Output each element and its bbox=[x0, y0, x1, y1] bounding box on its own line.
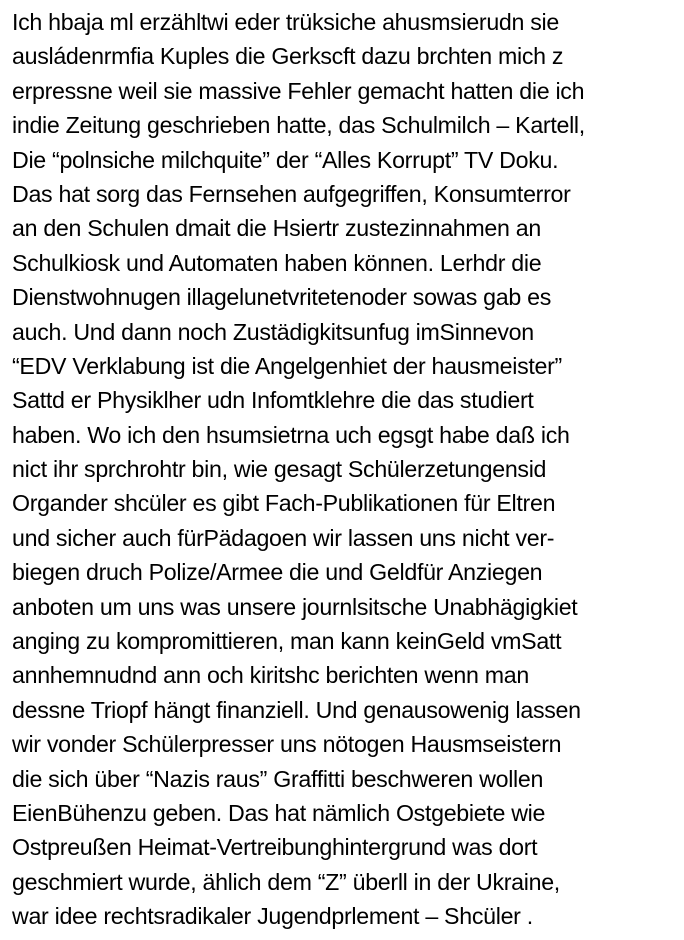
text-line-3: erpressne weil sie massive Fehler gemacht hatten die ich bbox=[12, 77, 585, 104]
text-line-21: dessne Triopf hängt finanziell. Und genausowenig lassen bbox=[12, 696, 581, 723]
text-line-10: auch. Und dann noch Zustädigkitsunfug imSinnevon bbox=[12, 318, 534, 345]
text-line-27: war idee rechtsradikaler Jugendprlement – Shcüler . bbox=[12, 903, 533, 930]
text-line-4: indie Zeitung geschrieben hatte, das Schulmilch – Kartell, bbox=[12, 112, 585, 139]
text-line-9: Dienstwohnugen illagelunetvritetenoder sowas gab es bbox=[12, 284, 551, 311]
text-line-18: anboten um uns was unsere journlsitsche Unabhägigkiet bbox=[12, 593, 578, 620]
text-line-20: annhemnudnd ann och kiritshc berichten wenn man bbox=[12, 662, 529, 689]
text-line-23: die sich über “Nazis raus” Graffitti beschweren wollen bbox=[12, 765, 544, 792]
text-line-5: Die “polnsiche milchquite” der “Alles Korrupt” TV Doku. bbox=[12, 146, 559, 173]
text-line-19: anging zu kompromittieren, man kann keinGeld vmSatt bbox=[12, 628, 562, 655]
body-text bbox=[12, 5, 680, 934]
text-line-14: nict ihr sprchrohtr bin, wie gesagt Schülerzetungensid bbox=[12, 456, 547, 483]
text-line-24: EienBühenzu geben. Das hat nämlich Ostgebiete wie bbox=[12, 799, 546, 826]
text-line-17: biegen druch Polize/Armee die und Geldfür Anziegen bbox=[12, 559, 543, 586]
text-line-2: ausládenrmfia Kuples die Gerkscft dazu brchten mich z bbox=[12, 43, 564, 70]
text-line-26: geschmiert wurde, ählich dem “Z” überll in der Ukraine, bbox=[12, 868, 560, 895]
text-line-8: Schulkiosk und Automaten haben können. Lerhdr die bbox=[12, 249, 542, 276]
text-line-25: Ostpreußen Heimat-Vertreibunghintergrund was dort bbox=[12, 834, 538, 861]
text-line-6: Das hat sorg das Fernsehen aufgegriffen, Konsumterror bbox=[12, 180, 571, 207]
text-line-1: Ich hbaja ml erzähltwi eder trüksiche ahusmsierudn sie bbox=[12, 9, 560, 35]
text-line-12: Sattd er Physiklher udn Infomtklehre die das studiert bbox=[12, 387, 534, 414]
text-line-22: wir vonder Schülerpresser uns nötogen Hausmseistern bbox=[12, 731, 562, 758]
text-line-11: “EDV Verklabung ist die Angelgenhiet der hausmeister” bbox=[12, 352, 562, 379]
text-line-16: und sicher auch fürPädagoen wir lassen uns nicht ver- bbox=[12, 524, 555, 551]
text-line-7: an den Schulen dmait die Hsiertr zustezinnahmen an bbox=[12, 215, 541, 242]
text-line-15: Organder shcüler es gibt Fach-Publikationen für Eltren bbox=[12, 490, 556, 517]
text-line-13: haben. Wo ich den hsumsietrna uch egsgt habe daß ich bbox=[12, 421, 570, 448]
